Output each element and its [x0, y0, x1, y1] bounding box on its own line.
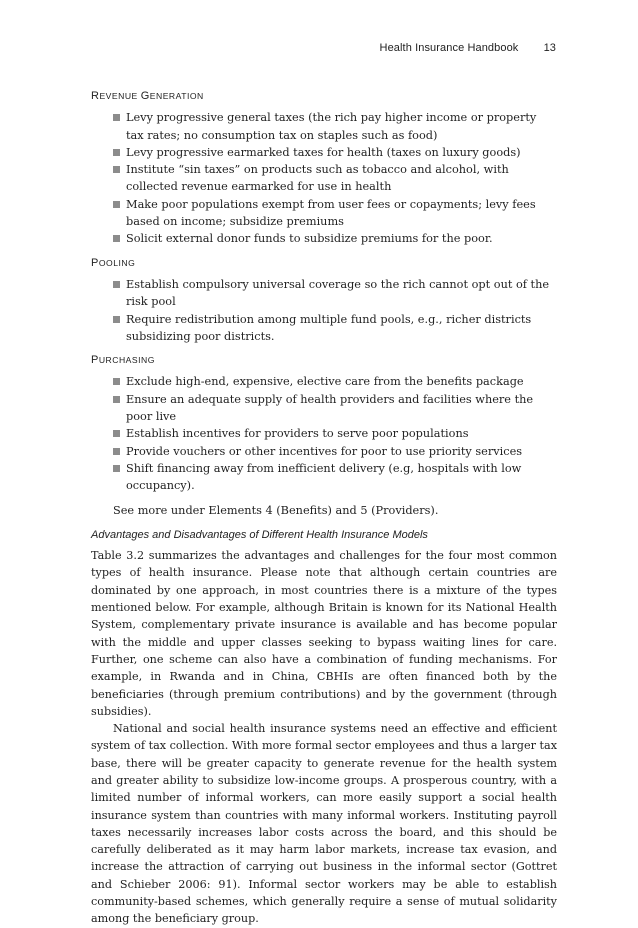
- body-paragraph-1: Table 3.2 summarizes the advantages and challenges for the four most common types of health insurance. Please note that although certain countries are dominated by one approach, in most countries there is a mixture of the types mentioned below. For example, although Britain is known for its National Health System, complementary private insurance is available and has become popular with the middle and upper classes seeking to bypass waiting lines for care. Further, one scheme can also have a combination of funding mechanisms. For example, in Rwanda and in China, CBHIs are often financed both by the beneficiaries (through premium contributions) and by the government (through subsidies).: [91, 549, 557, 718]
- list-item: Ensure an adequate supply of health providers and facilities where the poor live: [91, 391, 557, 426]
- square-bullet-icon: [113, 316, 120, 323]
- section-heading-purchasing: PURCHASING: [91, 354, 155, 367]
- page-content: [91, 88, 557, 928]
- square-bullet-icon: [113, 166, 120, 173]
- list-item: Exclude high-end, expensive, elective care from the benefits package: [91, 373, 557, 390]
- square-bullet-icon: [113, 114, 120, 121]
- list-item: Establish incentives for providers to serve poor populations: [91, 425, 557, 442]
- square-bullet-icon: [113, 430, 120, 437]
- list-item: Shift financing away from inefficient delivery (e.g, hospitals with low occupancy).: [91, 460, 557, 495]
- list-item: Provide vouchers or other incentives for poor to use priority services: [91, 443, 557, 460]
- list-item: Solicit external donor funds to subsidize premiums for the poor.: [91, 230, 557, 247]
- square-bullet-icon: [113, 465, 120, 472]
- book-title: Health Insurance Handbook: [379, 42, 519, 54]
- list-item: Make poor populations exempt from user fees or copayments; levy fees based on income; subsidize premiums: [91, 196, 557, 231]
- running-header: [380, 42, 556, 54]
- square-bullet-icon: [113, 201, 120, 208]
- list-item: Levy progressive earmarked taxes for health (taxes on luxury goods): [91, 144, 557, 161]
- square-bullet-icon: [113, 448, 120, 455]
- revenue-generation-list: [91, 109, 557, 247]
- list-item: Establish compulsory universal coverage so the rich cannot opt out of the risk pool: [91, 276, 557, 311]
- square-bullet-icon: [113, 149, 120, 156]
- square-bullet-icon: [113, 281, 120, 288]
- square-bullet-icon: [113, 396, 120, 403]
- purchasing-list: [91, 373, 557, 494]
- square-bullet-icon: [113, 235, 120, 242]
- list-item: Require redistribution among multiple fund pools, e.g., richer districts subsidizing poor districts.: [91, 311, 557, 346]
- section-heading-revenue-generation: REVENUE GENERATION: [91, 90, 204, 102]
- body-paragraph-2: National and social health insurance systems need an effective and efficient system of tax collection. With more formal sector employees and thus a larger tax base, there will be greater capacity to generate revenue for the health system and greater ability to subsidize low-income groups. A prosperous country, with a limited number of informal workers, can more easily support a social health insurance system than countries with many informal workers. Instituting payroll taxes necessarily increases labor costs across the board, and this should be carefully deliberated as it may harm labor markets, increase tax evasion, and increase the attraction of carrying out business in the informal sector (Gottret and Schieber 2006: 91). Informal sector workers may be able to establish community-based schemes, which generally require a sense of mutual solidarity among the beneficiary group.: [91, 722, 557, 926]
- list-item: Institute “sin taxes” on products such as tobacco and alcohol, with collected revenue earmarked for use in health: [91, 161, 557, 196]
- pooling-list: [91, 276, 557, 345]
- section-heading-pooling: POOLING: [91, 256, 136, 269]
- subsection-heading-advantages: Advantages and Disadvantages of Different Health Insurance Models: [91, 528, 428, 541]
- list-item: Levy progressive general taxes (the rich pay higher income or property tax rates; no consumption tax on staples such as food): [91, 109, 557, 144]
- page-number: 13: [543, 42, 556, 54]
- square-bullet-icon: [113, 378, 120, 385]
- see-more-note: See more under Elements 4 (Benefits) and 5 (Providers).: [113, 503, 439, 517]
